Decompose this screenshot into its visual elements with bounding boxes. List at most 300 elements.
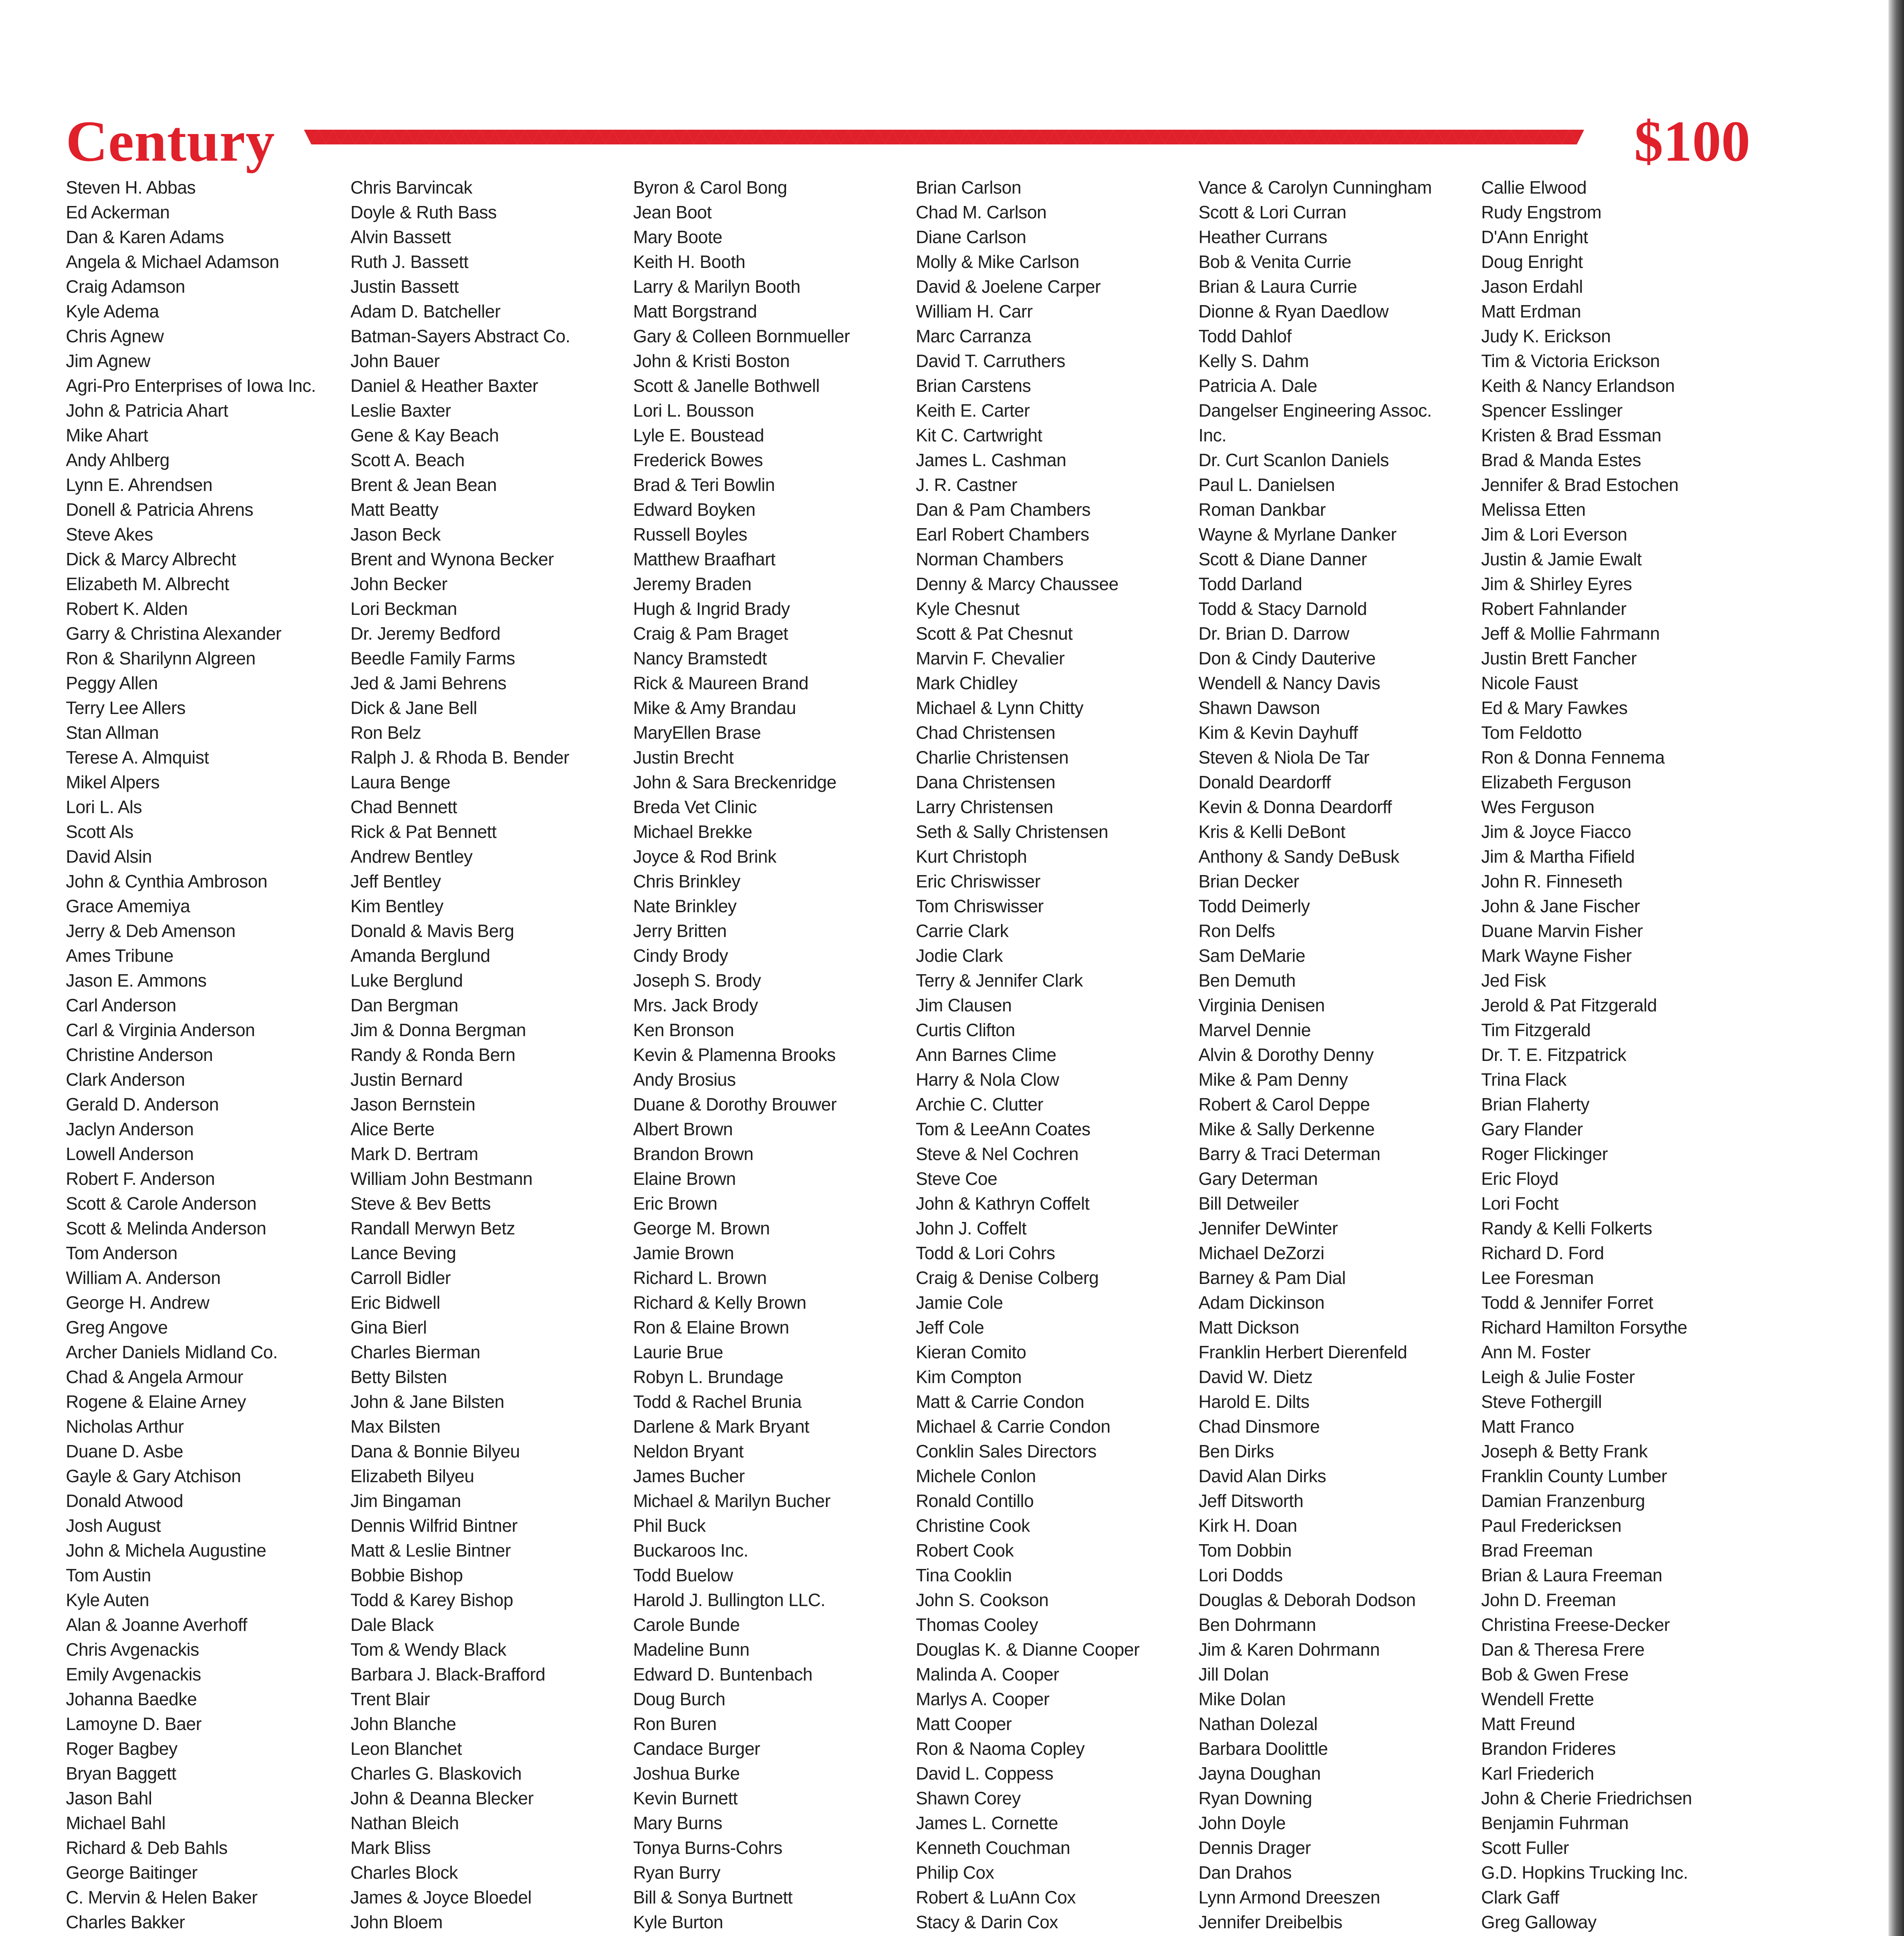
donor-name: Gary Determan	[1198, 1169, 1318, 1189]
donor-name: Dennis Drager	[1198, 1838, 1311, 1858]
donor-name: Jeff Ditsworth	[1198, 1491, 1303, 1511]
donor-name: Elaine Brown	[633, 1169, 736, 1189]
donor-name: Nicole Faust	[1481, 673, 1578, 693]
donor-name: Thomas Cooley	[916, 1615, 1038, 1635]
donor-name: Ben Dirks	[1198, 1441, 1274, 1461]
donor-name: Jim & Karen Dohrmann	[1198, 1639, 1380, 1660]
donor-name: Todd Deimerly	[1198, 896, 1310, 916]
donor-name: Justin Brecht	[633, 747, 734, 767]
donor-name	[66, 1934, 345, 1936]
donor-name: Rudy Engstrom	[1481, 202, 1602, 222]
donor-name: Kim Compton	[916, 1367, 1022, 1387]
donor-name: Chad Bennett	[350, 797, 457, 817]
donor-name: Shawn Corey	[916, 1788, 1021, 1808]
donor-name: Tom Feldotto	[1481, 723, 1582, 743]
donor-name: Scott & Melinda Anderson	[66, 1218, 266, 1238]
donor-name: Tim Fitzgerald	[1481, 1020, 1591, 1040]
donor-name: Jennifer DeWinter	[1198, 1218, 1338, 1238]
donor-column-6	[1481, 175, 1760, 1936]
donor-name: Matt Freund	[1481, 1714, 1575, 1734]
donor-name: Brent & Jean Bean	[350, 475, 497, 495]
donor-name: Craig & Denise Colberg	[916, 1268, 1099, 1288]
donor-name: Richard & Kelly Brown	[633, 1292, 807, 1313]
donor-name: Trina Flack	[1481, 1069, 1567, 1090]
donor-name: Duane & Dorothy Brouwer	[633, 1094, 837, 1114]
donor-name: Batman-Sayers Abstract Co.	[350, 326, 570, 346]
donor-name: Ruth J. Bassett	[350, 252, 469, 272]
donor-name: Kenneth Couchman	[916, 1838, 1070, 1858]
donor-name: Candace Burger	[633, 1739, 760, 1759]
donor-name: Jim Clausen	[916, 995, 1012, 1015]
donor-name: Albert Brown	[633, 1119, 733, 1139]
donor-name: Kim & Kevin Dayhuff	[1198, 723, 1358, 743]
donor-column-4	[916, 175, 1195, 1936]
donor-name: Greg Angove	[66, 1317, 168, 1337]
donor-name: Doug Burch	[633, 1689, 725, 1709]
donor-name: Kit C. Cartwright	[916, 425, 1042, 445]
donor-name: Matt Erdman	[1481, 301, 1581, 321]
donor-name: Dr. Brian D. Darrow	[1198, 623, 1349, 644]
donor-name: Phil Buck	[633, 1516, 706, 1536]
donor-name: Lee Foresman	[1481, 1268, 1594, 1288]
donor-name: Leigh & Julie Foster	[1481, 1367, 1635, 1387]
donor-name: Paul Fredericksen	[1481, 1516, 1622, 1536]
donor-name: Kirk H. Doan	[1198, 1516, 1297, 1536]
donor-name: Charles Bierman	[350, 1342, 481, 1362]
donor-column-5	[1198, 175, 1477, 1936]
donor-name: Ed & Mary Fawkes	[1481, 698, 1628, 718]
donor-name: Denny & Marcy Chaussee	[916, 574, 1119, 594]
donor-name: Justin Bernard	[350, 1069, 463, 1090]
donor-name: Charles Block	[350, 1862, 458, 1883]
donor-name: Jerold & Pat Fitzgerald	[1481, 995, 1657, 1015]
donor-name	[1198, 1934, 1477, 1936]
donor-name: C. Mervin & Helen Baker	[66, 1887, 258, 1907]
donor-name: Johanna Baedke	[66, 1689, 197, 1709]
donor-name: Brad Freeman	[1481, 1540, 1593, 1560]
donor-name: Brian & Laura Freeman	[1481, 1565, 1662, 1585]
donor-name: Rick & Pat Bennett	[350, 822, 497, 842]
donor-name: John & Patricia Ahart	[66, 400, 228, 420]
donor-name: John R. Finneseth	[1481, 871, 1622, 891]
donor-name: Shawn Dawson	[1198, 698, 1320, 718]
donor-name: Jamie Cole	[916, 1292, 1003, 1313]
donor-column-2	[350, 175, 629, 1936]
donor-name: Roman Dankbar	[1198, 499, 1326, 520]
donor-name: Darlene & Mark Bryant	[633, 1416, 809, 1437]
donor-name: Betty Bilsten	[350, 1367, 447, 1387]
donor-name: Bill Detweiler	[1198, 1193, 1299, 1213]
donor-name: Kristen & Brad Essman	[1481, 425, 1662, 445]
donor-name: Jason Erdahl	[1481, 276, 1583, 297]
donor-name: Jim & Shirley Eyres	[1481, 574, 1632, 594]
donor-name: Scott Als	[66, 822, 134, 842]
donor-name: Michael & Marilyn Bucher	[633, 1491, 831, 1511]
donor-name: Seth & Sally Christensen	[916, 822, 1108, 842]
donor-name: Steve Fothergill	[1481, 1392, 1602, 1412]
donor-name: Jeff Cole	[916, 1317, 984, 1337]
donor-column-1	[66, 175, 345, 1936]
donor-name: Bill & Sonya Burtnett	[633, 1887, 793, 1907]
donor-name: Mary Burns	[633, 1813, 723, 1833]
donor-name: Mike Ahart	[66, 425, 148, 445]
donor-name: Trent Blair	[350, 1689, 430, 1709]
donor-name: Judy K. Erickson	[1481, 326, 1611, 346]
donor-name: Rogene & Elaine Arney	[66, 1392, 246, 1412]
donor-name: Joshua Burke	[633, 1763, 740, 1783]
donor-name: Kyle Chesnut	[916, 599, 1020, 619]
donor-name: Kieran Comito	[916, 1342, 1026, 1362]
donor-name: Dick & Marcy Albrecht	[66, 549, 236, 569]
donor-name: John D. Freeman	[1481, 1590, 1616, 1610]
donor-name: John Blanche	[350, 1714, 456, 1734]
donor-name: Todd & Lori Cohrs	[916, 1243, 1055, 1263]
donor-name: Frederick Bowes	[633, 450, 763, 470]
donor-name: Harry & Nola Clow	[916, 1069, 1059, 1090]
donor-name: Donell & Patricia Ahrens	[66, 499, 254, 520]
donor-name: Matt Franco	[1481, 1416, 1574, 1437]
donor-name: Dan Bergman	[350, 995, 458, 1015]
donor-name: Chad Christensen	[916, 723, 1056, 743]
donor-name: Elizabeth Bilyeu	[350, 1466, 474, 1486]
donor-name: Jason Bernstein	[350, 1094, 476, 1114]
donor-name: Jason E. Ammons	[66, 970, 207, 990]
donor-name: Mikel Alpers	[66, 772, 160, 792]
donor-name: Mark Bliss	[350, 1838, 431, 1858]
donor-name: Lyle E. Boustead	[633, 425, 764, 445]
donor-name: Jim Bingaman	[350, 1491, 461, 1511]
donor-name: David L. Coppess	[916, 1763, 1054, 1783]
donor-name	[916, 1934, 1195, 1936]
donor-name: Alvin & Dorothy Denny	[1198, 1045, 1374, 1065]
donor-name: Robyn L. Brundage	[633, 1367, 783, 1387]
donor-name: Scott & Janelle Bothwell	[633, 376, 820, 396]
donor-name: Angela & Michael Adamson	[66, 252, 279, 272]
donor-name: Todd Dahlof	[1198, 326, 1291, 346]
donor-name: Ben Demuth	[1198, 970, 1296, 990]
donor-name: Luke Berglund	[350, 970, 463, 990]
donor-name: Ron & Elaine Brown	[633, 1317, 789, 1337]
donor-name: Archie C. Clutter	[916, 1094, 1043, 1114]
donor-name: Carole Bunde	[633, 1615, 740, 1635]
donor-name: Donald Deardorff	[1198, 772, 1331, 792]
donor-name: Richard Hamilton Forsythe	[1481, 1317, 1688, 1337]
donor-name: Leslie Baxter	[350, 400, 451, 420]
donor-name: Rick & Maureen Brand	[633, 673, 809, 693]
donor-name: Lynn E. Ahrendsen	[66, 475, 213, 495]
donor-name: Heather Currans	[1198, 227, 1327, 247]
donor-name: James Bucher	[633, 1466, 745, 1486]
donor-name: Benjamin Fuhrman	[1481, 1813, 1629, 1833]
donor-name: Mark D. Bertram	[350, 1144, 478, 1164]
donor-name: Nathan Dolezal	[1198, 1714, 1318, 1734]
donor-name: Jim Agnew	[66, 351, 150, 371]
donor-name: John & Kristi Boston	[633, 351, 790, 371]
donor-name: Lori Beckman	[350, 599, 457, 619]
donor-name: Jamie Brown	[633, 1243, 734, 1263]
donor-name: David T. Carruthers	[916, 351, 1065, 371]
donor-name: David Alan Dirks	[1198, 1466, 1326, 1486]
donor-name: Dick & Jane Bell	[350, 698, 477, 718]
donor-name: Malinda A. Cooper	[916, 1664, 1059, 1684]
donor-name: Robert & Carol Deppe	[1198, 1094, 1370, 1114]
donor-name: Edward D. Buntenbach	[633, 1664, 813, 1684]
donor-name: Matt Beatty	[350, 499, 439, 520]
donor-name: Ann Barnes Clime	[916, 1045, 1056, 1065]
donor-name: Barbara J. Black-Brafford	[350, 1664, 546, 1684]
donor-name: Hugh & Ingrid Brady	[633, 599, 790, 619]
donor-name: Jim & Lori Everson	[1481, 524, 1628, 544]
donor-name: William H. Carr	[916, 301, 1033, 321]
donor-name: Buckaroos Inc.	[633, 1540, 749, 1560]
donor-name: Conklin Sales Directors	[916, 1441, 1097, 1461]
donor-name: John & Kathryn Coffelt	[916, 1193, 1090, 1213]
donor-name: Brian Flaherty	[1481, 1094, 1590, 1114]
donor-name: Alan & Joanne Averhoff	[66, 1615, 247, 1635]
donor-name: Kevin & Plamenna Brooks	[633, 1045, 836, 1065]
donor-name: Bryan Baggett	[66, 1763, 177, 1783]
donor-name: James & Joyce Bloedel	[350, 1887, 532, 1907]
donor-name: Beedle Family Farms	[350, 648, 515, 668]
donor-name: David W. Dietz	[1198, 1367, 1313, 1387]
donor-name: Dale Black	[350, 1615, 434, 1635]
donor-name: Steve Coe	[916, 1169, 997, 1189]
donor-name: Terry & Jennifer Clark	[916, 970, 1083, 990]
donor-name: Tom Austin	[66, 1565, 151, 1585]
donor-name: Kevin & Donna Deardorff	[1198, 797, 1392, 817]
donor-name: Richard D. Ford	[1481, 1243, 1604, 1263]
donor-name: Ryan Burry	[633, 1862, 721, 1883]
donor-name: Brad & Manda Estes	[1481, 450, 1641, 470]
donor-name: Eric Floyd	[1481, 1169, 1559, 1189]
donor-name: Robert K. Alden	[66, 599, 188, 619]
donor-column-3	[633, 175, 912, 1936]
donor-name: Charles Bakker	[66, 1912, 185, 1932]
donor-name: Douglas & Deborah Dodson	[1198, 1590, 1416, 1610]
donor-name: Donald & Mavis Berg	[350, 921, 514, 941]
donor-name: Ralph J. & Rhoda B. Bender	[350, 747, 569, 767]
donor-name: Steve & Nel Cochren	[916, 1144, 1079, 1164]
section-header	[66, 103, 1750, 180]
donor-name: James L. Cornette	[916, 1813, 1058, 1833]
donor-name: Kyle Auten	[66, 1590, 149, 1610]
donor-name: Clark Gaff	[1481, 1887, 1559, 1907]
donor-name: Harold E. Dilts	[1198, 1392, 1310, 1412]
donor-name: Justin Brett Fancher	[1481, 648, 1637, 668]
donor-name: Brandon Brown	[633, 1144, 754, 1164]
donor-name: Callie Elwood	[1481, 177, 1587, 197]
donor-name	[1481, 1934, 1760, 1936]
donor-name: Nicholas Arthur	[66, 1416, 184, 1437]
donor-name: Richard & Deb Bahls	[66, 1838, 228, 1858]
donor-name: Wendell & Nancy Davis	[1198, 673, 1380, 693]
triangle-border-decoration	[304, 130, 1584, 144]
donor-name: Edward Boyken	[633, 499, 755, 520]
donor-name: Alvin Bassett	[350, 227, 451, 247]
donor-name: Joyce & Rod Brink	[633, 846, 776, 867]
donor-name: Dionne & Ryan Daedlow	[1198, 301, 1389, 321]
donor-name: Todd Darland	[1198, 574, 1302, 594]
donor-name: Gayle & Gary Atchison	[66, 1466, 241, 1486]
donor-name: Kevin Burnett	[633, 1788, 738, 1808]
donor-name: Randall Merwyn Betz	[350, 1218, 515, 1238]
donor-name: Andy Brosius	[633, 1069, 736, 1090]
donor-name: Russell Boyles	[633, 524, 747, 544]
donor-name: Gene & Kay Beach	[350, 425, 499, 445]
donor-name: Tim & Victoria Erickson	[1481, 351, 1660, 371]
donor-name: John Doyle	[1198, 1813, 1286, 1833]
donor-name: Craig & Pam Braget	[633, 623, 788, 644]
donor-name: Emily Avgenackis	[66, 1664, 201, 1684]
donor-name: Gerald D. Anderson	[66, 1094, 219, 1114]
donor-name: Cindy Brody	[633, 946, 728, 966]
donor-name: Chad M. Carlson	[916, 202, 1047, 222]
donor-name: Christine Cook	[916, 1516, 1030, 1536]
donor-name: Matt & Carrie Condon	[916, 1392, 1084, 1412]
donor-name: Madeline Bunn	[633, 1639, 750, 1660]
donor-name: Barry & Traci Determan	[1198, 1144, 1380, 1164]
donor-name: Roger Bagbey	[66, 1739, 178, 1759]
donor-name: Matt Borgstrand	[633, 301, 757, 321]
donor-name: Carl Anderson	[66, 995, 176, 1015]
donor-name: John Bauer	[350, 351, 440, 371]
donor-name: Virginia Denisen	[1198, 995, 1325, 1015]
donor-name: Mike Dolan	[1198, 1689, 1286, 1709]
donor-name: Anthony & Sandy DeBusk	[1198, 846, 1399, 867]
donor-name: Philip Cox	[916, 1862, 994, 1883]
donor-name: Jill Dolan	[1198, 1664, 1269, 1684]
donor-name: Jed Fisk	[1481, 970, 1546, 990]
donor-name: Dan & Karen Adams	[66, 227, 224, 247]
donor-name: Michael Bahl	[66, 1813, 166, 1833]
donor-name: Michael & Lynn Chitty	[916, 698, 1083, 718]
donor-name: Brian & Laura Currie	[1198, 276, 1357, 297]
donor-name	[350, 1934, 629, 1936]
donor-name: Jim & Joyce Fiacco	[1481, 822, 1631, 842]
donor-name: Clark Anderson	[66, 1069, 185, 1090]
donor-name: Ron & Naoma Copley	[916, 1739, 1085, 1759]
donor-name: Brian Decker	[1198, 871, 1299, 891]
donor-name: Adam D. Batcheller	[350, 301, 501, 321]
donor-columns	[66, 175, 1731, 1936]
donor-name: Duane Marvin Fisher	[1481, 921, 1643, 941]
donor-name: Ron Buren	[633, 1714, 717, 1734]
donor-name: Jennifer Dreibelbis	[1198, 1912, 1343, 1932]
donor-name: Todd & Rachel Brunia	[633, 1392, 802, 1412]
donor-name: Gary Flander	[1481, 1119, 1583, 1139]
donor-name: Doug Enright	[1481, 252, 1583, 272]
donor-name: John & Jane Fischer	[1481, 896, 1640, 916]
donor-name: Mark Wayne Fisher	[1481, 946, 1632, 966]
donor-name: Randy & Kelli Folkerts	[1481, 1218, 1652, 1238]
donor-name: Earl Robert Chambers	[916, 524, 1089, 544]
donor-name: Lori L. Bousson	[633, 400, 754, 420]
donor-name: Marlys A. Cooper	[916, 1689, 1049, 1709]
donor-name: Ed Ackerman	[66, 202, 170, 222]
triangle-border-svg	[304, 130, 1584, 144]
donor-name: Lowell Anderson	[66, 1144, 194, 1164]
donor-name: Lori Dodds	[1198, 1565, 1283, 1585]
donor-name: Scott & Lori Curran	[1198, 202, 1346, 222]
donor-name: Matt & Leslie Bintner	[350, 1540, 511, 1560]
donor-name: Jeff Bentley	[350, 871, 441, 891]
donor-name: Charlie Christensen	[916, 747, 1069, 767]
donor-name: Dennis Wilfrid Bintner	[350, 1516, 518, 1536]
donor-name: Wayne & Myrlane Danker	[1198, 524, 1397, 544]
donor-name: Christina Freese-Decker	[1481, 1615, 1670, 1635]
section-title: Century	[66, 109, 275, 173]
donor-name: Steve Akes	[66, 524, 153, 544]
donor-name: Nathan Bleich	[350, 1813, 459, 1833]
donor-name: Eric Chriswisser	[916, 871, 1040, 891]
donor-name: G.D. Hopkins Trucking Inc.	[1481, 1862, 1688, 1883]
donor-name: Ron Belz	[350, 723, 421, 743]
donor-name: Stacy & Darin Cox	[916, 1912, 1058, 1932]
donor-name: Curtis Clifton	[916, 1020, 1015, 1040]
donor-name: Tom Anderson	[66, 1243, 178, 1263]
donor-name: Ron & Sharilynn Algreen	[66, 648, 256, 668]
donor-name: Todd & Jennifer Forret	[1481, 1292, 1653, 1313]
donor-name: Richard L. Brown	[633, 1268, 767, 1288]
donor-name: Dr. Curt Scanlon Daniels	[1198, 450, 1389, 470]
donor-name: Lori L. Als	[66, 797, 142, 817]
donor-name: Kelly S. Dahm	[1198, 351, 1309, 371]
donor-name: Robert Fahnlander	[1481, 599, 1627, 619]
donor-name: John Bloem	[350, 1912, 443, 1932]
donor-name: Jerry & Deb Amenson	[66, 921, 235, 941]
donor-name: Scott & Carole Anderson	[66, 1193, 257, 1213]
donor-name: Spencer Esslinger	[1481, 400, 1622, 420]
donor-name: Todd & Stacy Darnold	[1198, 599, 1367, 619]
donor-name: William A. Anderson	[66, 1268, 221, 1288]
donor-name: Gary & Colleen Bornmueller	[633, 326, 850, 346]
donor-name: Karl Friederich	[1481, 1763, 1594, 1783]
donor-name: Dan Drahos	[1198, 1862, 1292, 1883]
donor-name: Barney & Pam Dial	[1198, 1268, 1346, 1288]
donor-name: Jerry Britten	[633, 921, 727, 941]
donor-name: Dana Christensen	[916, 772, 1056, 792]
donor-name: Justin Bassett	[350, 276, 459, 297]
donor-name: Michael DeZorzi	[1198, 1243, 1324, 1263]
donor-name: Jim & Martha Fifield	[1481, 846, 1635, 867]
donor-name: Laura Benge	[350, 772, 450, 792]
page-edge-shadow	[1889, 0, 1904, 1936]
donor-name: Todd & Karey Bishop	[350, 1590, 513, 1610]
donor-name: Robert F. Anderson	[66, 1169, 215, 1189]
donor-name: Keith H. Booth	[633, 252, 745, 272]
donor-name: Agri-Pro Enterprises of Iowa Inc.	[66, 376, 316, 396]
donor-name: Jennifer & Brad Estochen	[1481, 475, 1679, 495]
donor-name: Dana & Bonnie Bilyeu	[350, 1441, 520, 1461]
donor-name: Matthew Braafhart	[633, 549, 776, 569]
donor-name: Diane Carlson	[916, 227, 1026, 247]
donor-name: Dan & Theresa Frere	[1481, 1639, 1645, 1660]
donor-name: Tom Dobbin	[1198, 1540, 1292, 1560]
donor-name: John & Cynthia Ambroson	[66, 871, 268, 891]
donor-name: John & Deanna Blecker	[350, 1788, 534, 1808]
donor-name: Wes Ferguson	[1481, 797, 1595, 817]
donor-name: Kris & Kelli DeBont	[1198, 822, 1346, 842]
donor-name: Grace Amemiya	[66, 896, 190, 916]
donor-name: Christine Anderson	[66, 1045, 213, 1065]
donor-name: Mrs. Jack Brody	[633, 995, 758, 1015]
donor-name: Robert Cook	[916, 1540, 1014, 1560]
donor-name: Chris Barvincak	[350, 177, 472, 197]
donor-name: Carrie Clark	[916, 921, 1009, 941]
donor-name: Alice Berte	[350, 1119, 434, 1139]
donor-name: Todd Buelow	[633, 1565, 733, 1585]
donor-name: Tom & LeeAnn Coates	[916, 1119, 1090, 1139]
